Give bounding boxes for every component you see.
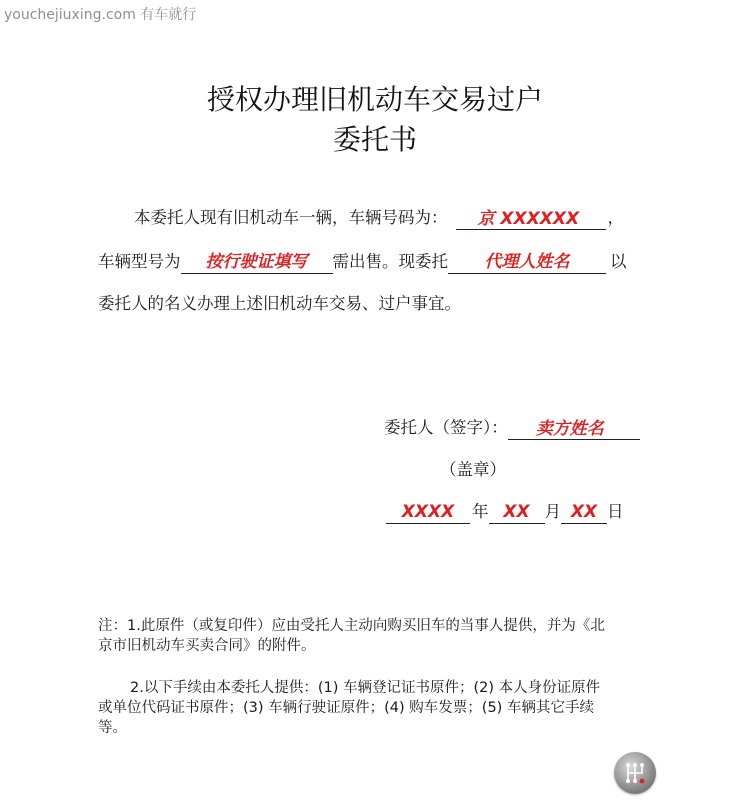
model-prefix-text: 车辆型号为 — [98, 252, 181, 271]
plate-number-field: 京 XXXXXX — [456, 208, 606, 230]
paragraph-line-2 — [98, 250, 627, 274]
plate-suffix-text: ， — [607, 208, 624, 227]
note-1-line-1: 注：1.此原件（或复印件）应由受托人主动向购买旧车的当事人提供，并为《北 — [98, 618, 605, 634]
model-mid-text: 需出售。现委托 — [332, 252, 448, 271]
day-unit: 日 — [607, 502, 624, 521]
seal-label: （盖章） — [440, 460, 506, 479]
note-2 — [98, 678, 658, 738]
paragraph-line-3 — [98, 292, 461, 316]
note-2-line-2: 或单位代码证书原件；(3) 车辆行驶证原件；(4) 购车发票；(5) 车辆其它手续 — [98, 700, 594, 716]
year-field: XXXX — [386, 501, 470, 524]
site-watermark: youchejiuxing.com 有车就行 — [4, 7, 197, 23]
month-unit: 月 — [544, 502, 561, 521]
note-2-line-1: 2.以下手续由本委托人提供：(1) 车辆登记证书原件；(2) 本人身份证原件 — [130, 680, 601, 696]
agent-name-field: 代理人姓名 — [448, 251, 606, 274]
signature-line — [384, 416, 640, 440]
gear-shift-icon — [614, 752, 656, 794]
date-line — [386, 500, 624, 524]
purpose-text: 委托人的名义办理上述旧机动车交易、过户事宜。 — [98, 294, 461, 313]
month-field: XX — [489, 501, 545, 524]
day-field: XX — [561, 501, 607, 524]
note-1-line-2: 京市旧机动车买卖合同》的附件。 — [98, 638, 316, 654]
document-title: 授权办理旧机动车交易过户 — [206, 83, 543, 116]
model-suffix-text: 以 — [610, 252, 627, 271]
seal-line — [440, 458, 506, 482]
seller-name-field: 卖方姓名 — [508, 418, 640, 440]
note-2-line-3: 等。 — [98, 720, 127, 736]
document-subtitle: 委托书 — [332, 123, 417, 156]
plate-prefix-text: 本委托人现有旧机动车一辆，车辆号码为： — [134, 208, 448, 227]
gear-shift-glyph — [620, 758, 650, 788]
paragraph-line-1 — [134, 206, 624, 230]
year-unit: 年 — [472, 502, 489, 521]
vehicle-model-field: 按行驶证填写 — [181, 251, 333, 274]
note-1 — [98, 616, 658, 656]
signature-label: 委托人（签字）： — [384, 418, 508, 437]
